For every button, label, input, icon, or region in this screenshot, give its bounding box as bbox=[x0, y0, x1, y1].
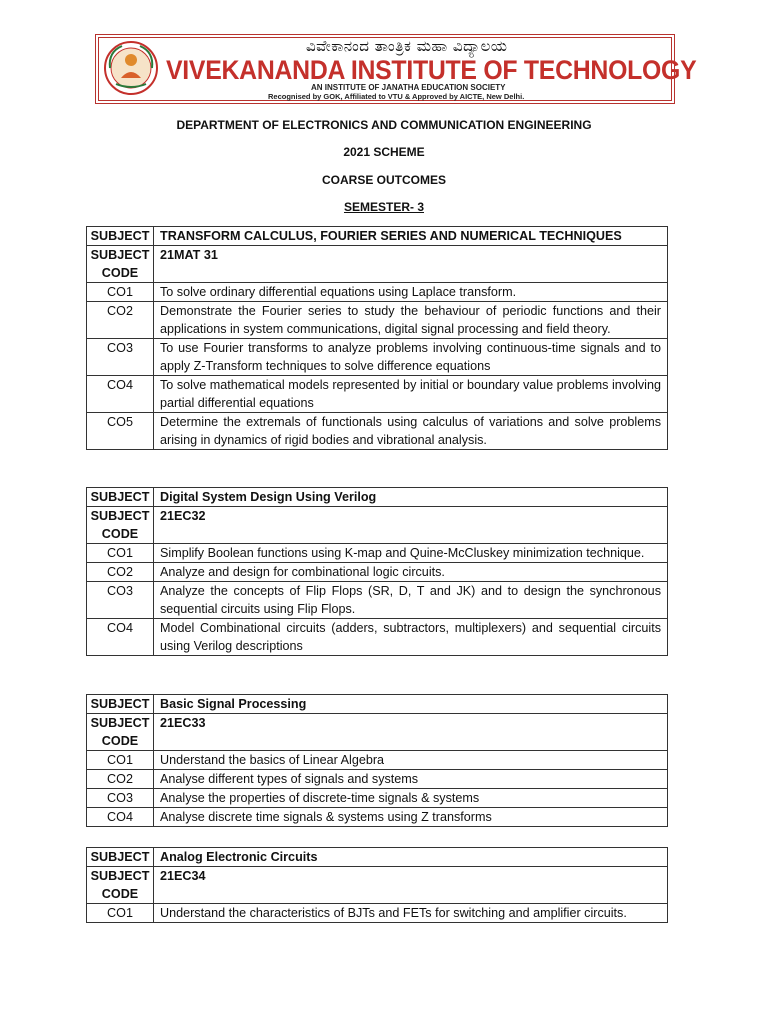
subject-name: TRANSFORM CALCULUS, FOURIER SERIES AND NUMERICAL TECHNIQUES bbox=[154, 227, 668, 246]
outcome-row bbox=[87, 770, 668, 789]
outcome-row bbox=[87, 413, 668, 450]
outcomes-title: COARSE OUTCOMES bbox=[321, 173, 446, 187]
outcome-id: CO2 bbox=[87, 302, 154, 339]
subject-table-1 bbox=[86, 226, 668, 450]
outcome-id: CO3 bbox=[87, 789, 154, 808]
society-text: AN INSTITUTE OF JANATHA EDUCATION SOCIETY bbox=[311, 83, 506, 92]
outcome-text: Understand the basics of Linear Algebra bbox=[154, 751, 668, 770]
institute-banner bbox=[95, 34, 697, 104]
subject-table-2 bbox=[86, 487, 668, 656]
subject-table-4 bbox=[86, 847, 668, 923]
subject-label: SUBJECT bbox=[87, 848, 154, 867]
outcome-row bbox=[87, 283, 668, 302]
subject-name: Analog Electronic Circuits bbox=[154, 848, 668, 867]
outcome-text: Analyse discrete time signals & systems using Z transforms bbox=[154, 808, 668, 827]
subject-code-label: SUBJECT CODE bbox=[87, 714, 154, 751]
code-row bbox=[87, 507, 668, 544]
subject-code: 21MAT 31 bbox=[154, 246, 668, 283]
semester-title: SEMESTER- 3 bbox=[343, 200, 424, 214]
outcome-id: CO5 bbox=[87, 413, 154, 450]
outcome-text: Model Combinational circuits (adders, subtractors, multiplexers) and sequential circuits using Verilog descriptions bbox=[154, 619, 668, 656]
outcome-text: To use Fourier transforms to analyze problems involving continuous-time signals and to apply Z-Transform techniques to solve difference equations bbox=[154, 339, 668, 376]
subject-name: Basic Signal Processing bbox=[154, 695, 668, 714]
outcome-row bbox=[87, 751, 668, 770]
outcome-text: Analyze and design for combinational logic circuits. bbox=[154, 563, 668, 582]
subject-code: 21EC32 bbox=[154, 507, 668, 544]
outcome-row bbox=[87, 339, 668, 376]
subject-label: SUBJECT bbox=[87, 488, 154, 507]
outcome-row bbox=[87, 302, 668, 339]
code-row bbox=[87, 867, 668, 904]
outcome-id: CO1 bbox=[87, 904, 154, 923]
outcome-text: Understand the characteristics of BJTs and FETs for switching and amplifier circuits. bbox=[154, 904, 668, 923]
outcome-id: CO2 bbox=[87, 770, 154, 789]
subject-code: 21EC34 bbox=[154, 867, 668, 904]
subject-name: Digital System Design Using Verilog bbox=[154, 488, 668, 507]
subject-code-label: SUBJECT CODE bbox=[87, 246, 154, 283]
outcome-text: Analyse different types of signals and systems bbox=[154, 770, 668, 789]
outcome-id: CO1 bbox=[87, 283, 154, 302]
outcome-row bbox=[87, 619, 668, 656]
subject-row bbox=[87, 695, 668, 714]
outcome-text: To solve ordinary differential equations using Laplace transform. bbox=[154, 283, 668, 302]
outcome-id: CO4 bbox=[87, 376, 154, 413]
outcome-row bbox=[87, 808, 668, 827]
outcome-row bbox=[87, 789, 668, 808]
recognition-text: Recognised by GOK, Affiliated to VTU & Approved by AICTE, New Delhi. bbox=[268, 92, 525, 101]
outcome-text: Demonstrate the Fourier series to study the behaviour of periodic functions and their applications in system communications, digital signal processing and field theory. bbox=[154, 302, 668, 339]
institute-logo-icon bbox=[102, 38, 160, 98]
outcome-id: CO1 bbox=[87, 544, 154, 563]
outcome-row bbox=[87, 563, 668, 582]
outcome-row bbox=[87, 582, 668, 619]
institute-name-kannada: ವಿವೇಕಾನಂದ ತಾಂತ್ರಿಕ ಮಹಾ ವಿದ್ಯಾಲಯ bbox=[306, 37, 508, 55]
outcome-text: Determine the extremals of functionals using calculus of variations and solve problems arising in dynamics of rigid bodies and vibrational analysis. bbox=[154, 413, 668, 450]
subject-code-label: SUBJECT CODE bbox=[87, 867, 154, 904]
outcome-id: CO3 bbox=[87, 339, 154, 376]
outcome-text: Simplify Boolean functions using K-map and Quine-McCluskey minimization technique. bbox=[154, 544, 668, 563]
outcome-id: CO1 bbox=[87, 751, 154, 770]
subject-row bbox=[87, 488, 668, 507]
outcome-text: Analyze the concepts of Flip Flops (SR, D, T and JK) and to design the synchronous sequential circuits using Flip Flops. bbox=[154, 582, 668, 619]
subject-row bbox=[87, 227, 668, 246]
scheme-title: 2021 SCHEME bbox=[343, 145, 425, 159]
subject-label: SUBJECT bbox=[87, 695, 154, 714]
institute-name: VIVEKANANDA INSTITUTE OF TECHNOLOGY bbox=[166, 55, 697, 85]
subject-table-3 bbox=[86, 694, 668, 827]
subject-code: 21EC33 bbox=[154, 714, 668, 751]
outcome-id: CO2 bbox=[87, 563, 154, 582]
outcome-text: To solve mathematical models represented by initial or boundary value problems involving partial differential equations bbox=[154, 376, 668, 413]
subject-code-label: SUBJECT CODE bbox=[87, 507, 154, 544]
subject-row bbox=[87, 848, 668, 867]
department-title: DEPARTMENT OF ELECTRONICS AND COMMUNICATION ENGINEERING bbox=[176, 118, 592, 132]
outcome-row bbox=[87, 376, 668, 413]
outcome-id: CO4 bbox=[87, 808, 154, 827]
outcome-id: CO3 bbox=[87, 582, 154, 619]
outcome-id: CO4 bbox=[87, 619, 154, 656]
outcome-row bbox=[87, 904, 668, 923]
outcome-row bbox=[87, 544, 668, 563]
outcome-text: Analyse the properties of discrete-time signals & systems bbox=[154, 789, 668, 808]
code-row bbox=[87, 246, 668, 283]
subject-label: SUBJECT bbox=[87, 227, 154, 246]
code-row bbox=[87, 714, 668, 751]
